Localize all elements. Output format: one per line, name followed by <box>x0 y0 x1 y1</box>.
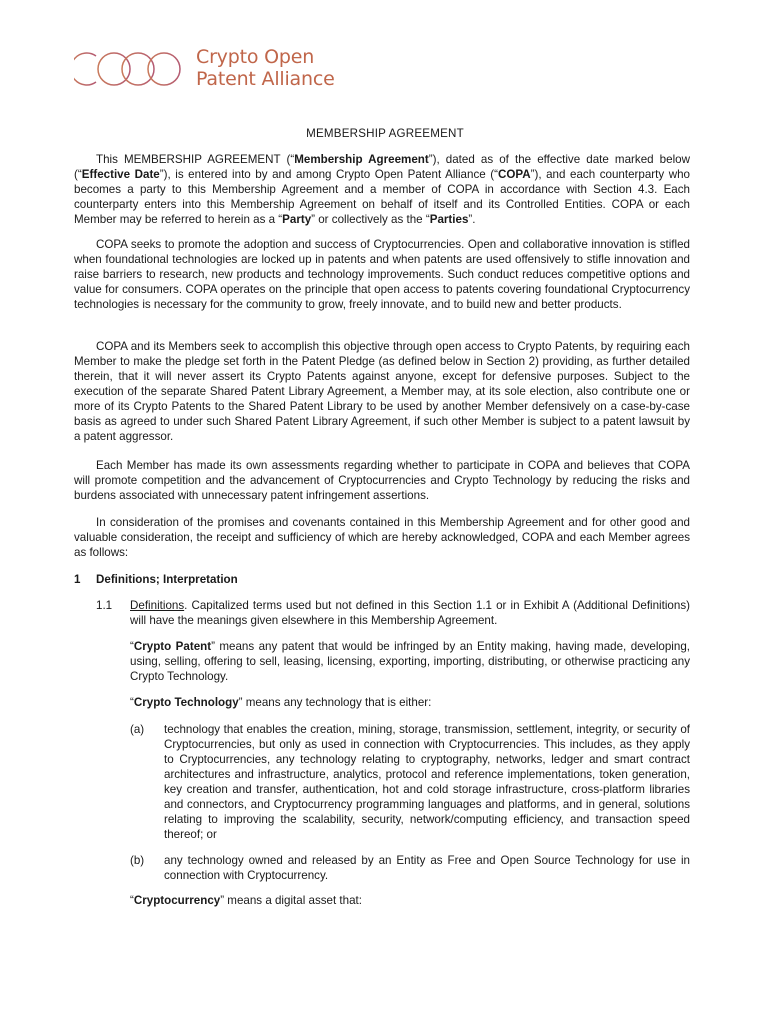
term-membership-agreement: Membership Agreement <box>294 153 429 166</box>
p1-text-k: ”. <box>468 213 476 226</box>
section-1-title: Definitions; Interpretation <box>96 573 238 586</box>
document-title: MEMBERSHIP AGREEMENT <box>306 127 464 140</box>
term-copa: COPA <box>497 168 531 181</box>
definition-crypto-patent <box>130 639 690 684</box>
definition-text: ” means any patent that would be infringed by an Entity making, having made, developing, using, selling, offering to sell, leasing, licensing, exporting, importing, distributing, or otherwise practicing any Crypto Technology. <box>130 640 690 683</box>
section-1-number: 1 <box>74 573 81 586</box>
term-parties: Parties <box>429 213 469 226</box>
p1-text-c: ”), dated as of the effective date marked below (“ <box>74 153 690 181</box>
purpose-paragraph: COPA seeks to promote the adoption and success of Cryptocurrencies. Open and collaborative innovation is stifled when foundational technologies are locked up in patents and when patents are used offensively to stifle innovation and raise barriers to research, new products and technology improvements. Such conduct reduces competitive options and value for consumers. COPA operates on the principle that open access to patents covering foundational Cryptocurrency technologies is necessary for the community to grow, freely innovate, and to build new and better products. <box>74 238 690 311</box>
consideration-paragraph: In consideration of the promises and covenants contained in this Membership Agreement and for other good and valuable consideration, the receipt and sufficiency of which are hereby acknowledged, COPA and each Member agrees as follows: <box>74 516 690 559</box>
logo-line-2: Patent Alliance <box>196 68 335 90</box>
term-crypto-patent: Crypto Patent <box>133 640 212 653</box>
objective-paragraph: COPA and its Members seek to accomplish this objective through open access to Crypto Patents, by requiring each Member to make the pledge set forth in the Patent Pledge (as defined below in Section 2) providing, as further detailed therein, that it will never assert its Crypto Patents against anyone, except for defensive purposes. Subject to the execution of the separate Shared Patent Library Agreement, a Member may, at its sole election, also contribute one or more of its Crypto Patents to the Shared Patent Library to be used by another Member defensively on a case-by-case basis as agreed to under such Shared Patent Library Agreement, if such other Member is subject to a patent lawsuit by a patent aggressor. <box>74 340 690 443</box>
logo-line-1: Crypto Open <box>196 46 315 68</box>
copa-logo-mark-icon <box>74 40 194 112</box>
section-1-1-heading: Definitions <box>130 599 185 612</box>
quote-open: “ <box>130 696 134 709</box>
quote-open: “ <box>130 894 134 907</box>
section-1-1-body <box>130 598 690 628</box>
logo-wordmark <box>196 46 335 90</box>
definition-cryptocurrency <box>130 893 690 908</box>
intro-paragraph <box>74 152 690 227</box>
term-cryptocurrency: Cryptocurrency <box>133 894 221 907</box>
section-1-1-text: . Capitalized terms used but not defined in this Section 1.1 or in Exhibit A (Additional Definitions) will have the meanings given elsewhere in this Membership Agreement. <box>130 599 690 627</box>
p1-text-a: This MEMBERSHIP AGREEMENT (“ <box>96 153 295 166</box>
item-b-label: (b) <box>130 854 145 867</box>
section-1-1-number: 1.1 <box>96 599 113 612</box>
p1-text-e: ”), is entered into by and among Crypto Open Patent Alliance (“ <box>159 168 498 181</box>
copa-logo <box>74 40 374 112</box>
item-a-label: (a) <box>130 723 145 736</box>
p1-text-g: ”), and each counterparty who becomes a party to this Membership Agreement and a member of COPA in accordance with Section 4.3. Each counterparty enters into this Membership Agreement on behalf of itself and its Controlled Entities. COPA or each Member may be referred to herein as a “ <box>74 168 690 226</box>
item-b-body: any technology owned and released by an Entity as Free and Open Source Technology for use in connection with Cryptocurrency. <box>164 854 690 882</box>
p1-text-i: ” or collectively as the “ <box>311 213 430 226</box>
definition-crypto-technology <box>130 695 690 710</box>
quote-open: “ <box>130 640 134 653</box>
assessment-paragraph: Each Member has made its own assessments regarding whether to participate in COPA and believes that COPA will promote competition and the advancement of Cryptocurrencies and Crypto Technology by reducing the risks and burdens associated with unnecessary patent infringement assertions. <box>74 459 690 502</box>
term-crypto-technology: Crypto Technology <box>133 696 239 709</box>
item-a-body: technology that enables the creation, mining, storage, transmission, settlement, integrity, or security of Cryptocurrencies, but only as used in connection with Cryptocurrencies. This includes, as they apply to Cryptocurrencies, any technology relating to cryptography, networks, ledger and smart contract architectures and infrastructure, analytics, protocol and reference implementations, token generation, key creation and transfer, authentication, hot and cold storage infrastructure, cross-platform libraries and connectors, and Cryptocurrency programming languages and platforms, and in general, solutions relating to improving the scalability, security, network/computing efficiency, and transaction speed thereof; or <box>164 723 690 841</box>
definition-text: ” means any technology that is either: <box>238 696 432 709</box>
definition-text: ” means a digital asset that: <box>220 894 362 907</box>
term-party: Party <box>282 213 312 226</box>
term-effective-date: Effective Date <box>81 168 160 181</box>
